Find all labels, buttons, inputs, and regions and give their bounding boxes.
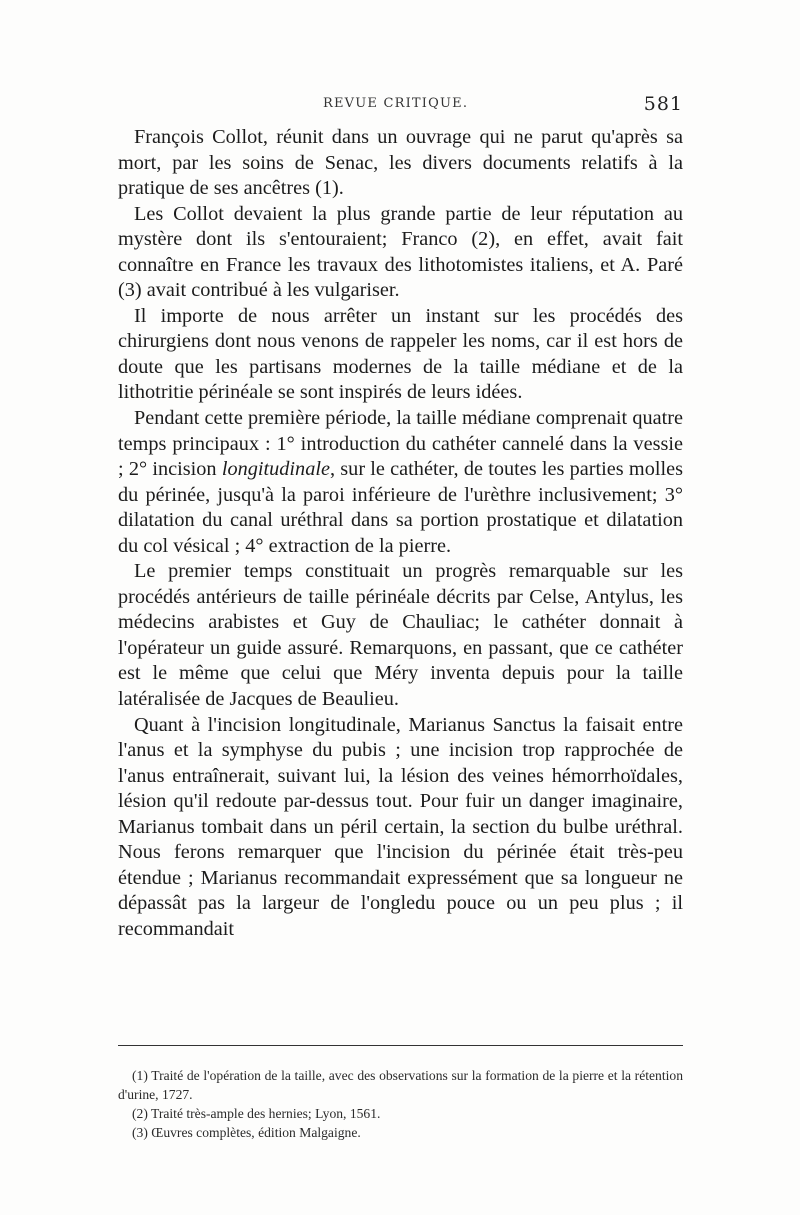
paragraph: François Collot, réunit dans un ouvrage qui ne parut qu'après sa mort, par les soins de Senac, les divers documents relatifs à la pratique de ses ancêtres (1).	[118, 126, 683, 200]
footnote-divider	[118, 1045, 683, 1046]
footnote: (3) Œuvres complètes, édition Malgaigne.	[132, 1125, 361, 1140]
paragraph: Il importe de nous arrêter un instant sur les procédés des chirurgiens dont nous venons de rappeler les noms, car il est hors de doute que les partisans modernes de la taille médiane et de la lithotritie périnéale se sont inspirés de leurs idées.	[118, 304, 683, 404]
paragraph	[118, 406, 683, 559]
footnote: (2) Traité très-ample des hernies; Lyon, 1561.	[132, 1106, 381, 1121]
paragraph-text: Pendant cette première période, la taille médiane comprenait quatre temps principaux : 1° introduction du cathéter cannelé dans la vessie ; 2° incision	[118, 407, 683, 481]
footnotes	[118, 1066, 683, 1142]
paragraph: Les Collot devaient la plus grande partie de leur réputation au mystère dont ils s'entouraient; Franco (2), en effet, avait fait connaître en France les travaux des lithotomistes italiens, et A. Paré (3) avait contribué à les vulgariser.	[118, 202, 683, 302]
footnote: (1) Traité de l'opération de la taille, avec des observations sur la formation de la pierre et la rétention d'urine, 1727.	[118, 1068, 683, 1102]
page-header	[118, 93, 683, 117]
paragraph: Quant à l'incision longitudinale, Marianus Sanctus la faisait entre l'anus et la symphyse du pubis ; une incision trop rapprochée de l'anus entraînerait, suivant lui, la lésion des veines hémorrhoïdales, lésion qu'il redoute par-dessus tout. Pour fuir un danger imaginaire, Marianus tombait dans un péril certain, la section du bulbe uréthral. Nous ferons remarquer que l'incision du périnée était très-peu étendue ; Marianus recommandait expressément que sa longueur ne dépassât pas la largeur de l'ongledu pouce ou un peu plus ; il recommandait	[118, 713, 683, 940]
running-title: REVUE CRITIQUE.	[323, 96, 469, 111]
paragraph: Le premier temps constituait un progrès remarquable sur les procédés antérieurs de taille périnéale décrits par Celse, Antylus, les médecins arabistes et Guy de Chauliac; le cathéter donnait à l'opérateur un guide assuré. Remarquons, en passant, que ce cathéter est le même que celui que Méry inventa depuis pour la taille latéralisée de Jacques de Beaulieu.	[118, 560, 683, 711]
body-text	[118, 125, 683, 943]
italic-term: longitudinale	[221, 458, 330, 481]
page-number: 581	[643, 93, 683, 115]
paragraph-text: , sur le cathéter, de toutes les parties molles du périnée, jusqu'à la paroi inférieure de l'urèthre inclusivement; 3° dilatation du canal uréthral dans sa portion prostatique et dilatation du col vésical ; 4° extraction de la pierre.	[118, 458, 683, 557]
